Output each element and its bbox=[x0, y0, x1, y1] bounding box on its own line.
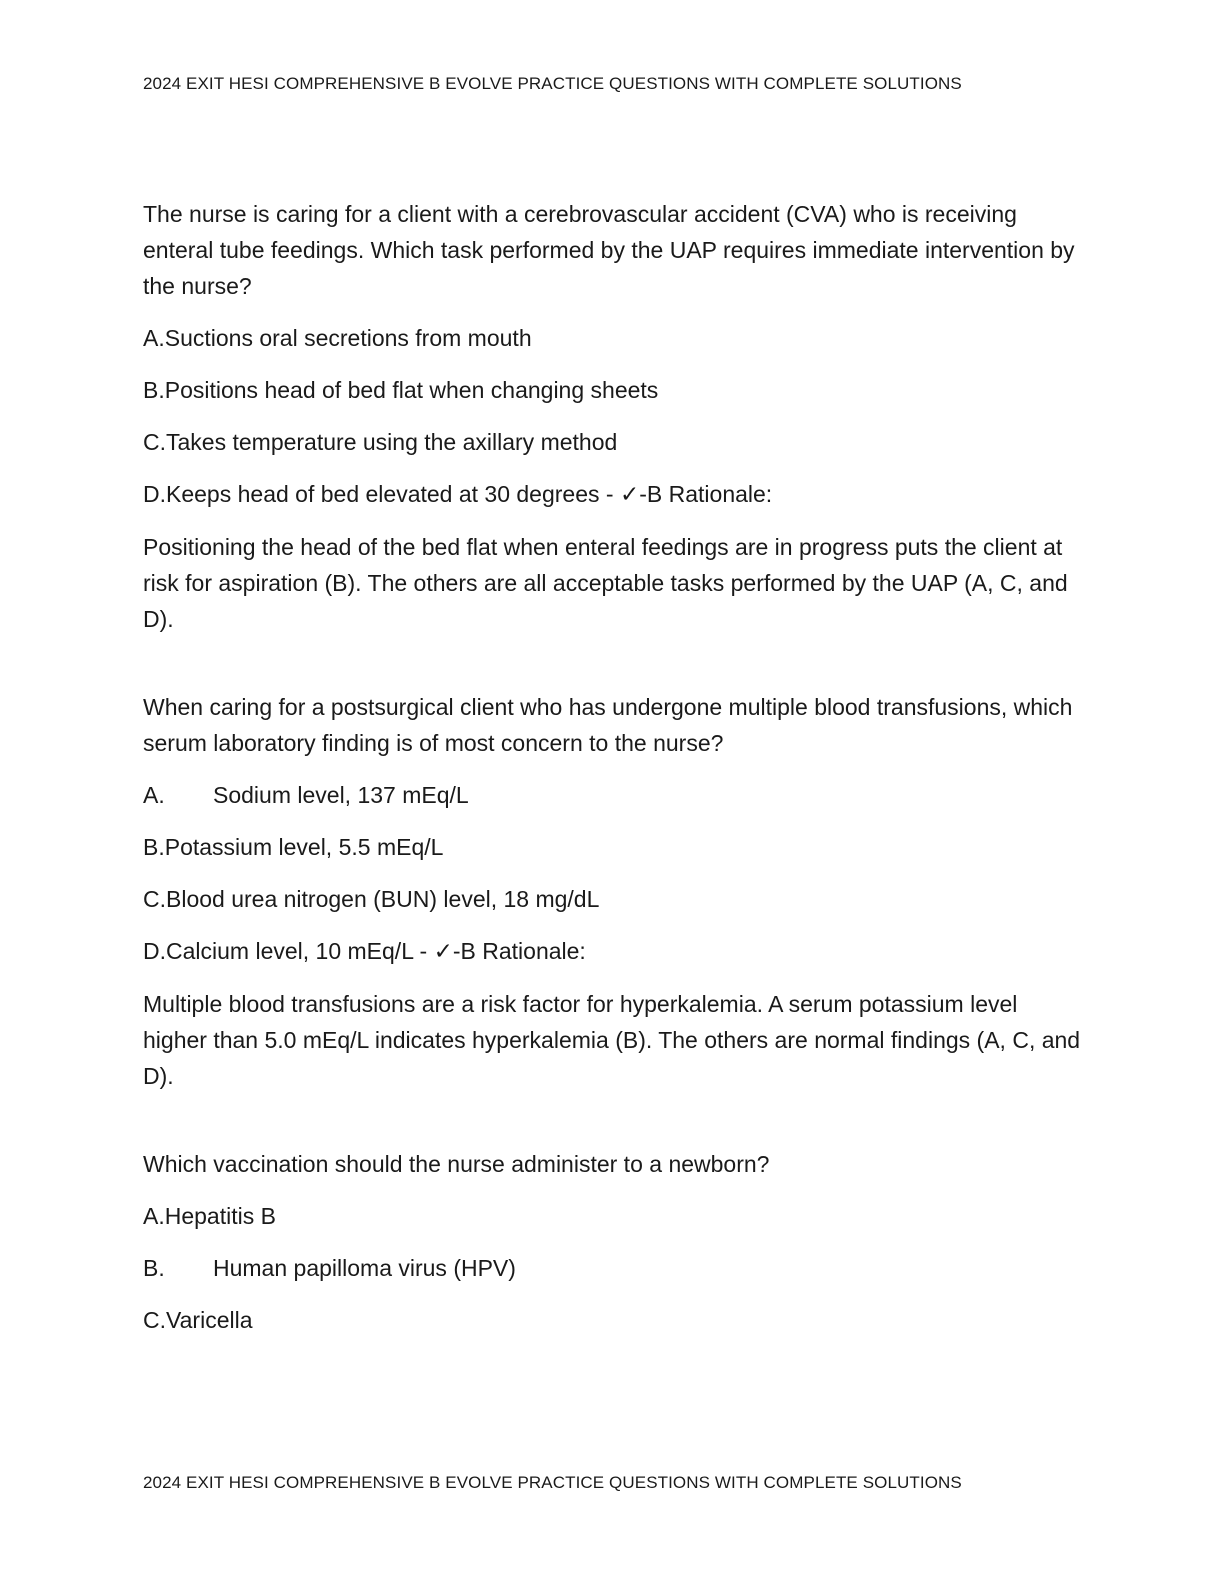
question-2-option-d-text: D.Calcium level, 10 mEq/L - bbox=[143, 938, 434, 964]
question-3-stem: Which vaccination should the nurse administer to a newborn? bbox=[143, 1151, 770, 1177]
question-2-option-a-text: Sodium level, 137 mEq/L bbox=[213, 782, 469, 808]
question-2 bbox=[143, 689, 1083, 1094]
question-3-option-b-letter: B. bbox=[143, 1255, 165, 1281]
checkmark-icon: ✓ bbox=[433, 939, 453, 965]
question-2-option-c: C.Blood urea nitrogen (BUN) level, 18 mg/dL bbox=[143, 886, 600, 912]
question-1-rationale: Positioning the head of the bed flat when enteral feedings are in progress puts the client at risk for aspiration (B). The others are all acceptable tasks performed by the UAP (A, C, and D). bbox=[143, 534, 1068, 632]
question-1-option-c: C.Takes temperature using the axillary method bbox=[143, 429, 618, 455]
question-1-option-d-text: D.Keeps head of bed elevated at 30 degrees - bbox=[143, 481, 620, 507]
question-3 bbox=[143, 1146, 1083, 1338]
question-3-option-b bbox=[143, 1250, 1083, 1286]
page-footer: 2024 EXIT HESI COMPREHENSIVE B EVOLVE PRACTICE QUESTIONS WITH COMPLETE SOLUTIONS bbox=[143, 1473, 962, 1492]
question-2-option-a-letter: A. bbox=[143, 782, 165, 808]
question-2-option-a bbox=[143, 777, 1083, 813]
question-2-rationale: Multiple blood transfusions are a risk factor for hyperkalemia. A serum potassium level higher than 5.0 mEq/L indicates hyperkalemia (B). The others are normal findings (A, C, and D). bbox=[143, 991, 1081, 1089]
question-1 bbox=[143, 196, 1083, 637]
question-1-stem: The nurse is caring for a client with a cerebrovascular accident (CVA) who is receiving enteral tube feedings. Which task performed by the UAP requires immediate intervention by the nurse? bbox=[143, 201, 1075, 299]
question-1-option-b: B.Positions head of bed flat when changing sheets bbox=[143, 377, 659, 403]
question-3-option-b-text: Human papilloma virus (HPV) bbox=[213, 1255, 516, 1281]
question-3-option-a: A.Hepatitis B bbox=[143, 1203, 276, 1229]
checkmark-icon: ✓ bbox=[619, 482, 640, 508]
page-header: 2024 EXIT HESI COMPREHENSIVE B EVOLVE PRACTICE QUESTIONS WITH COMPLETE SOLUTIONS bbox=[143, 74, 962, 93]
question-1-option-d bbox=[143, 476, 1083, 513]
question-2-option-d bbox=[143, 933, 1083, 970]
question-3-option-c: C.Varicella bbox=[143, 1307, 253, 1333]
question-2-option-b: B.Potassium level, 5.5 mEq/L bbox=[143, 834, 444, 860]
question-1-option-a: A.Suctions oral secretions from mouth bbox=[143, 325, 532, 351]
question-2-answer: -B Rationale: bbox=[452, 938, 586, 964]
question-1-answer: -B Rationale: bbox=[639, 481, 773, 507]
question-2-stem: When caring for a postsurgical client who has undergone multiple blood transfusions, which serum laboratory finding is of most concern to the nurse? bbox=[143, 694, 1073, 756]
document-content bbox=[143, 196, 1083, 1354]
